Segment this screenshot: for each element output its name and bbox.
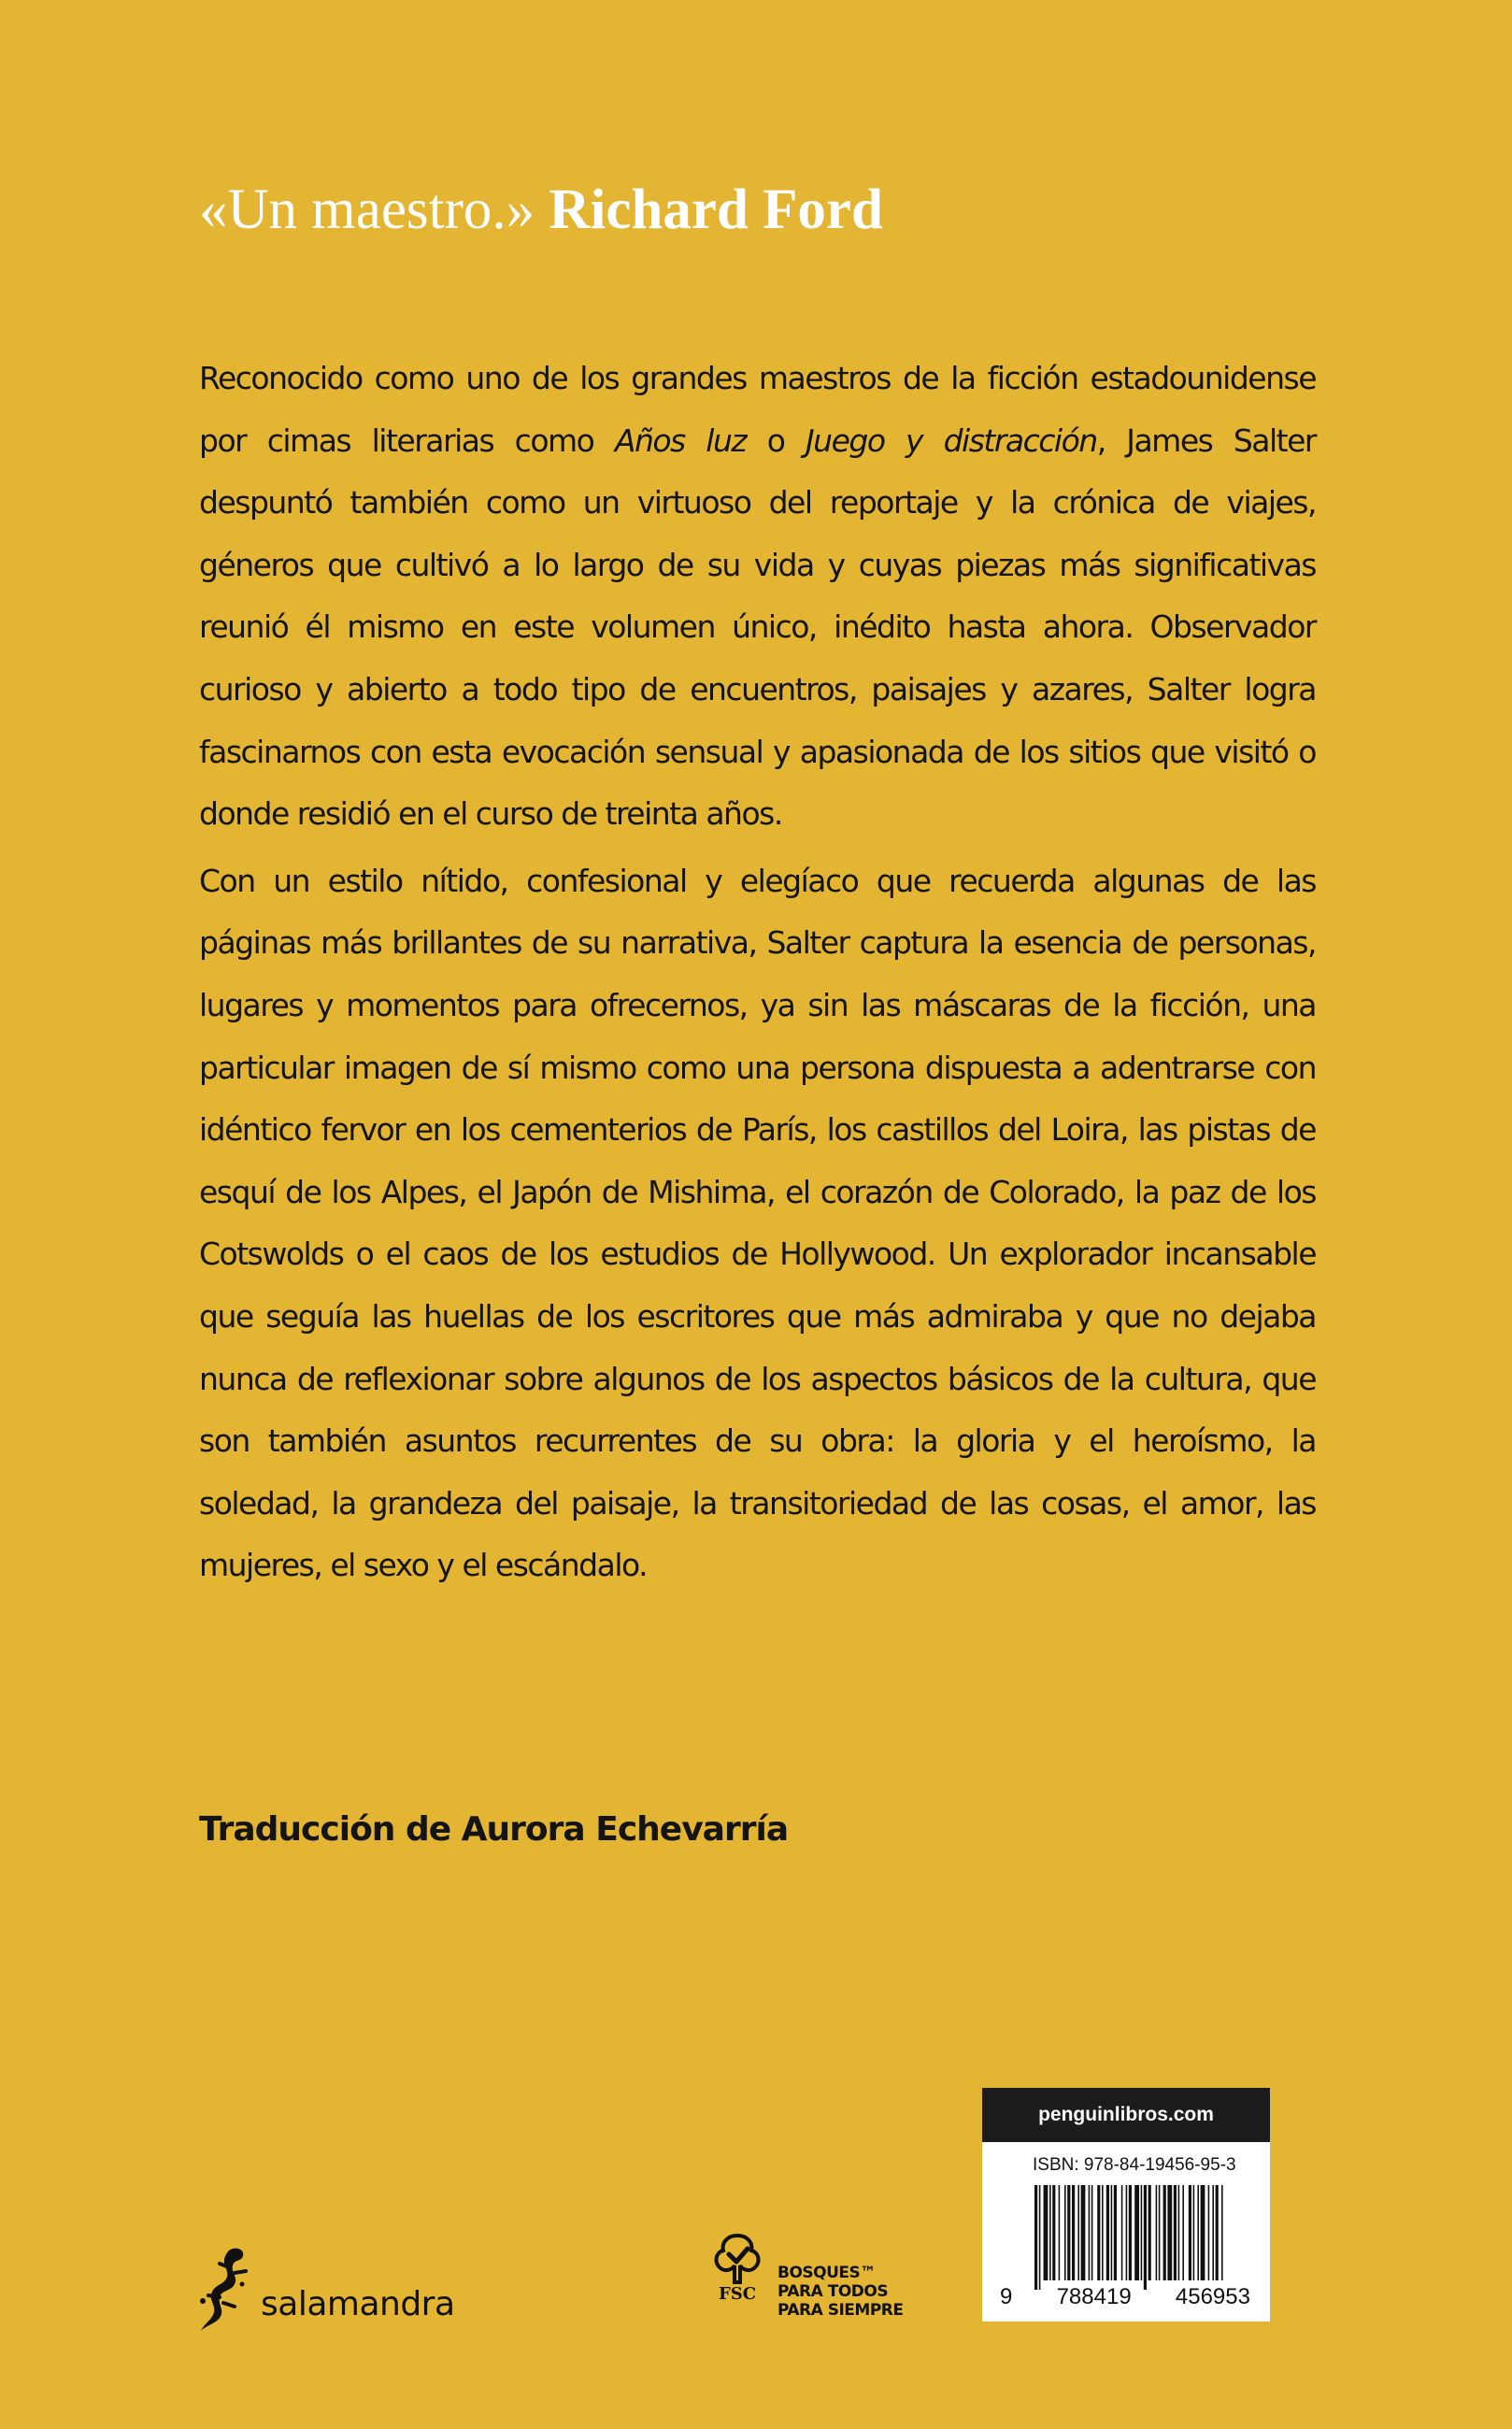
isbn-text: ISBN: 978-84-19456-95-3 (1033, 2155, 1236, 2175)
barcode-bar (1106, 2185, 1109, 2280)
barcode-bar (1148, 2185, 1151, 2280)
barcode-bar (1163, 2185, 1166, 2280)
barcode-bar (1167, 2185, 1172, 2280)
barcode-bar (1081, 2185, 1086, 2280)
barcode-bar (1097, 2185, 1100, 2280)
barcode-bar (1091, 2185, 1093, 2280)
fsc-slogan-line-1: BOSQUES™ (777, 2264, 876, 2282)
fsc-slogan (777, 2264, 903, 2320)
publisher-name: salamandra (261, 2284, 455, 2323)
barcode-bar (1208, 2185, 1210, 2280)
barcode-bar (1193, 2185, 1195, 2280)
barcode-bar (1064, 2185, 1066, 2280)
barcode-bar (1144, 2185, 1147, 2290)
barcode-bar (1174, 2185, 1177, 2280)
barcode-bar (1126, 2185, 1128, 2280)
description-paragraph-1 (199, 348, 1316, 846)
barcode-box (982, 2088, 1270, 2322)
description-paragraph-2: Con un estilo nítido, confesional y elegíaco que recuerda algunas de las páginas más brillantes de su narrativa, Salter captura la esencia de personas, lugares y momentos para ofrecernos, ya sin las máscaras de la ficción, una particular imagen de sí mismo como una persona dispuesta a adentrarse con idéntico fervor en los cementerios de París, los castillos del Loira, las pistas de esquí de los Alpes, el Japón de Mishima, el corazón de Colorado, la paz de los Cotswolds o el caos de los estudios de Hollywood. Un explorador incansable que seguía las huellas de los escritores que más admiraba y que no dejaba nunca de reflexionar sobre algunos de los aspectos básicos de la cultura, que son también asuntos recurrentes de su obra: la gloria y el heroísmo, la soledad, la grandeza del paisaje, la transitoriedad de las cosas, el amor, las mujeres, el sexo y el escándalo. (199, 862, 1316, 1584)
fsc-slogan-line-2: PARA TODOS (777, 2282, 889, 2301)
barcode-bar (1044, 2185, 1048, 2280)
barcode-digit-group-2: 456953 (1175, 2284, 1250, 2309)
translator-credit: Traducción de Aurora Echevarría (199, 1810, 789, 1849)
p1-text-c: , James Salter despuntó también como un virtuoso del reportaje y la crónica de viajes, géneros que cultivó a lo largo de su vida y cuyas piezas más significativas reunió él mismo en este volumen único, inédito hasta ahora. Observador curioso y abierto a todo tipo de encuentros, paisajes y azares, Salter logra fascinarnos con esta evocación sensual y apasionada de los sitios que visitó o donde residió en el curso de treinta años. (199, 422, 1316, 833)
p1-text-b: o (746, 422, 806, 459)
website-label: penguinlibros.com (982, 2088, 1270, 2142)
barcode-bar (1067, 2185, 1070, 2280)
barcode-bar (1159, 2185, 1161, 2280)
barcode-bar (1102, 2185, 1104, 2280)
publisher-logo (192, 2245, 455, 2335)
barcode-bar (1221, 2185, 1223, 2280)
barcode-bar (1189, 2185, 1191, 2280)
endorsement-quote (199, 173, 883, 248)
barcode-bar (1034, 2185, 1037, 2290)
barcode-digit-group-1: 788419 (1056, 2284, 1132, 2309)
fsc-certification (708, 2232, 903, 2320)
barcode-bar (1129, 2185, 1132, 2280)
barcode-bar (1178, 2185, 1180, 2280)
tree-check-icon (708, 2232, 766, 2286)
quote-text: «Un maestro.» (199, 179, 535, 241)
fsc-mark (708, 2232, 766, 2304)
barcode-bar (1111, 2185, 1113, 2280)
barcode-bar (1156, 2185, 1158, 2280)
book-title-juego-y-distraccion: Juego y distracción (805, 422, 1097, 459)
barcode-bar (1141, 2185, 1143, 2280)
quote-author: Richard Ford (549, 179, 883, 241)
book-title-anos-luz: Años luz (614, 422, 747, 459)
book-description (199, 348, 1316, 1597)
barcode-digits (999, 2284, 1251, 2310)
barcode-bar (1052, 2185, 1055, 2280)
p1-text-a: Reconocido como uno de los grandes maestros de la ficción estadounidense por cimas literarias como (199, 360, 1316, 459)
salamander-icon (192, 2245, 253, 2335)
barcode-bar (1049, 2185, 1051, 2280)
barcode-bars (982, 2179, 1270, 2292)
barcode-bar (1121, 2185, 1123, 2280)
barcode-bar (1114, 2185, 1117, 2280)
barcode-digit-prefix: 9 (1000, 2284, 1013, 2309)
barcode-bar (1212, 2185, 1214, 2280)
barcode-bar (1201, 2185, 1205, 2280)
barcode-bar (1072, 2185, 1075, 2280)
barcode-bar (1134, 2185, 1139, 2280)
barcode-bar (1089, 2185, 1091, 2280)
barcode-bar (1059, 2185, 1061, 2280)
barcode-bar (1197, 2185, 1199, 2280)
barcode-bar (1216, 2185, 1219, 2280)
fsc-slogan-line-3: PARA SIEMPRE (777, 2301, 904, 2320)
barcode-bar (1077, 2185, 1079, 2280)
barcode-bar (1039, 2185, 1041, 2290)
fsc-label: FSC (718, 2284, 757, 2304)
barcode-bar (1182, 2185, 1184, 2280)
